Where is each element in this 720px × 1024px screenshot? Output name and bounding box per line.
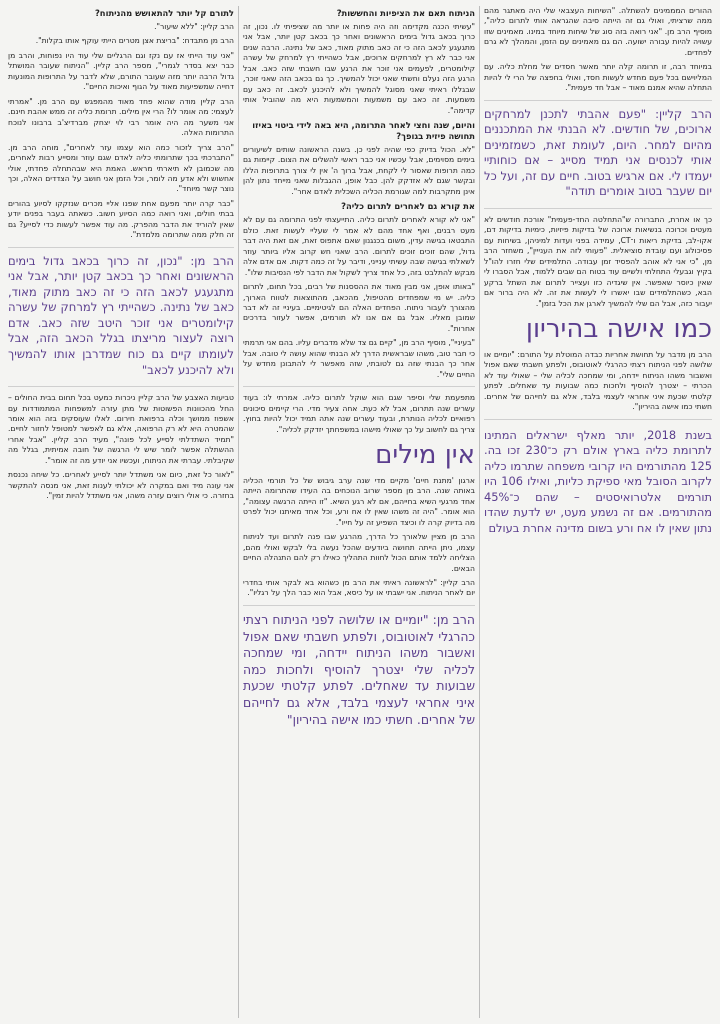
- divider: [8, 386, 234, 387]
- body-paragraph: "אני לא קורא לאחרים לתרום כליה. התייעצתי לפני התרומה גם עם לא מעט רבנים, ואף אחד מהם לא אמר לי שעליי לעשות זאת. כולם התבטאו בגישה עדין, משום בכנגנון שאם אתפוס זאת, אם זאת היה דבר גדול, שהם זוכים זוכים לתרום. הרב שאני חש קרוב אליו ביותר עוזר לשאלתי בגישה שבה עשיתי ענייני, ודיבר על זה כמה דקות. אם אדם אלה מבקש להתלבט בזה, כל אחד צריך לשקול את הדבר לפי הנסיבות שלו".: [243, 215, 475, 277]
- body-paragraph: הרב מן מציין שלאורך כל הדרך, מהרגע שבו פנה לתרום ועד לניתוח עצמו, ניתן הייתה תחושה ביודעים שהכל נעשה בלי לבקש ואולי מהם, הצליחה ללמד אותם הכול לחוות התהליך כאילו רק להם התנהלה החיים הבאים.: [243, 532, 475, 573]
- left-column: [8, 6, 234, 1018]
- body-paragraph: ההורים המממינים להשתלה. "השיחות העצבאי שלי היה מאתגר מהם ממה שרציתי, ואולי גם זה הייתה סיבה שהגראה אותי לתרום כליה", מוסיף הרב מן. "אני רואה בזה סוג של שיחות מיוחד במינו. מאמינים שזו עשויה להיות עבורה ישועה. הם גם מאמינים עם הזמן, והמהלך לא גרם לפחדים.: [484, 6, 712, 57]
- right-column: [484, 6, 712, 1018]
- body-paragraph: "עשיתי הכנה מקדימה וזה היה פחות או יותר מה שציפיתי לו. נכון, זה כרוך בכאב גדול בימים הראשונים ואחר כך בכאב קטן יותר, אבל אני מתגעגע לכאב הזה כי זה כאב מתוק מאוד, כאב של נתינה. הרבה שנים אני כבר לא רץ למרחקים ארוכים, אבל כשהייתי רץ למרחק של עשרה קילומטרים, לפעמים אני זוכר את הרגע שבו חשבתי שזה כאב. אבל הרגע הזה נעלם וחשתי שאני יכול להמשיך. כך גם בכאב הזה שאני זוכר, שבגללו ראיתי שאני מסוגל להמשיך ולא להיכנע לכאב. זה כאב עם משמעות. זה כאב עם משמעות והמשמעות היא מה שהוביל אותי קדימה".: [243, 21, 475, 115]
- body-paragraph: "אני עוד הייתי אז עם נקז וגם הרגליים שלי עוד היו נפוחות, והרב מן כבר יצא בסדר לגמרי", מספר הרב קליין. "הניתוח שעובר המושתל גדול הרבה יותר מזה שעובר התורם, שלא לדבר על התרופות המונעות דחייה שמשפיעות מאוד על הגוף ואיכות החיים".: [8, 50, 234, 92]
- body-paragraph: הרב קליין מודה שהוא פחד מאוד מהמפגש עם הרב מן. "אמרתי לעצמי: מה אומר לו? הרי אין מילים. תרומת כליה זה ממש אהבת חינם. אני משער מה היה אומר רבי לוי יצחק מברדיצ'ב ברבונו לנוכח התרומות האלה.: [8, 96, 234, 138]
- divider: [484, 208, 712, 209]
- question-heading: הניתוח תאם את הציפיות והחששות?: [336, 8, 475, 18]
- body-paragraph: ארגון 'מתנת חיים' מקיים מדי שנה ערב גיבוש של כל תורמי הכליה באותה שנה. הרב מן מספר שרוב הנוכחים בה העידו שהתרומה הייתה אחד מרגעי השיא בחייהם, אם לא רגע השיא. "זו הייתה הרגשה עצומה", הוא אומר. "היה זה משהו שאין לו אח ורע, וכל אחד מאיתנו יכול לפרט מה בדיוק קרה לו וכיצד השפיע זה על חייו".: [243, 475, 475, 527]
- divider: [243, 386, 475, 387]
- body-paragraph: הרב קליין: "ללא שיעור".: [154, 21, 234, 31]
- body-paragraph: הרב קליין: "לראשונה ראיתי את הרב מן כשהוא בא לבקר אותי בחדרי יום לאחר הניתוח. אני ישבתי או על כיסא, אבל הוא כבר הלך על רגליו".: [243, 577, 475, 598]
- divider: [484, 100, 712, 101]
- body-paragraph: "כבר קרה יותר מפעם אחת שפנו אליי מכרים שנזקקו לסיוע בהורים בבתי חולים, ואני רואה כמה הסיוע חשוב. כשאתה בעבר בפנים יודע שאין להוריד את הדבר מהפרק. מה עוד אפשר לעשות כדי לסייע? גם זה חלק ממה שתרומה מלמדת".: [8, 198, 234, 240]
- body-paragraph: "לאור כל זאת, כיום אני משתדל יותר לסייע לאחרים. כל שיחה נכנסת אני עונה מיד ואם במקרה לא יכולתי לענות זאת, אני מנסה להתקשר בחזרה. כי אולי רוצים עזרה משהו, אני משתדל להיות זמין".: [8, 470, 234, 501]
- body-paragraph: מתפעמת שלי וסיפר שגם הוא שוקל לתרום כליה. אמרתי לו: בעוד עשרים שנה תתרום, אבל לא כעת. אחה צעיר מדי. הרי קיימים סיכונים רפואיים לכליה הנותרת, ובעוד עשרים שנה אתה תמיד יכול להיות בחוץ. צריך גם לחשוב על כך שאולי מישהו במשפחתך יזדקק לכליה".: [243, 393, 475, 434]
- body-paragraph: כך או אחרת, התברורה ש"התחלטה החד-פעמית" אורכת חודשים לא מעטים וכרוכה בנשיאות ארוכה של בדיקות פיזיות, כימיות בדיקות דם, אקו-לב, בדיקת ריאות ו־CT, עמידה בפני ועדות למיניהן, בשיחות עם פסיכולוג ועם עובדת סוציאלית. "פעותי לזה את הענייין", משחזר הרב מן, "כי אני לא אוהב להפסיד זמן עבודה. התלמידים שלי חזרו להו"ל בקיץ וגבעלי התחלתי ולשיים עוד בטוח הם שבים ללמוד, אבל הסברו לי שאין כיוסר שאפשר. אין שיגדיה כזו ועצייר לתרום את השתל ברקע הבא, כשהתלמידים שבו יאשרו לי לעשות את זה. לא היה ברור אם יעבור כזה, אבל הם שלי להמשיך לארגן את הכל בזמן".: [484, 214, 712, 308]
- pull-quote: הרב מן: "יומיים או שלושה לפני הניתוח רצתי כהרגלי לאוטובוס, ולפתע חשבתי שאם אפול ואשבור משהו הניתוח יידחה, ומי שמחכה לכליה שלי יצטרך להוסיף ולחכות כמה שבועות עד שאחלים. לפתע קלטתי שכעת איני אחראי לעצמי בלבד, אלא גם לחייהם של אחרים. חשתי כמו אישה בהיריון": [243, 611, 475, 727]
- body-paragraph: במיוחד רבה, זו תרומה קלה יותר מאשר חסדים של מחלת כליה. עם המליוישם בכל פעם מחדש לעשות חסד, ואולי בחפצה של הרי לי להיות התחלה שהיא אמנם מאוד – אבל חד פעמית".: [484, 62, 712, 93]
- middle-column: [243, 6, 475, 1018]
- question-heading: את קורא גם לאחרים לתרום כליה?: [341, 201, 475, 212]
- body-paragraph: טביעות האצבע של הרב קליין ניכרות כמעט בכל תחום בבית החולים – החל מהכוונות הפשוטות של מתן עזרה למשפחות המתמודדות עם אשפוז ממושך וכלה ברפואת חירום. לאלו שעוסקים בזה הוא אומר שהמטרה היא לא רק הרפואה, אלא גם לאפשר למטופל לחזור לחיים. "תמיד השתדלתי לסייע לכל פונה", מעיד הרב קליין. "אבל אחרי ההשתלה אפשר לומר שיש לי הרגשה של חובה אמיתית, בגלל מה שקיבלתי. עברתי את הניתוח, ועכשיו אני יודע מה זה אומר".: [8, 393, 234, 465]
- column-divider: [479, 6, 480, 1018]
- pull-quote: הרב קליין: "פעם אהבתי לתכנן למרחקים ארוכים, של חודשים. לא הבנתי את המתכננים מהיום למחר. היום, לעומת זאת, כשמזמינים אותי לכנסים אני תמיד מסייג – אם כוחותיי יעמדו לי. אם ארגיש בטוב. חיים עם זה, ועל כל יום שעבר בטוב אומרים תודה": [484, 106, 712, 199]
- body-paragraph: "הרב צריך לזכור כמה הוא עצמו עזר לאחרים", מוחה הרב מן. "התברכתי בכך שתרומתי כליה לאדם שגם עוזר ומסייע רבות לאחרים, מה שכמובן לא תיארתי מראש. האמת היא שבהתחלה פחדתי, אולי אחשוש ולא אדע מה לומר, וכל הזמן אני חושב על הצדדים האלה, וכך נוצר קשר מיוחד".: [8, 142, 234, 194]
- body-paragraph: הרב מן מדבר על תחושת אחריות כבדה המוטלת על התורם: "יומיים או שלושה לפני הניתוח רצתי כהרגלי לאוטובוס, ולפתע חשבתי שאם אפול ואשבור משהו הניתוח יידחה, ומי שמחכה לכליה שלי – שאולי עוד לא הכרתי – יצטרך להוסיף ולחכות כמה שבועות עד שאחלים. לפתע קלטתי שכעת איני אחראי לעצמי בלבד, אלא גם לחייהם של אחרים. חשתי כמו אישה בהיריון".: [484, 349, 712, 412]
- section-headline: כמו אישה בהיריון: [525, 314, 712, 345]
- divider: [243, 605, 475, 606]
- section-headline: אין מילים: [375, 440, 475, 471]
- question-heading: והיום, שנה וחצי לאחר התרומה, היא באה לידי ביטוי באיזו תחושה פיזית בגופך?: [252, 120, 475, 142]
- body-paragraph: "בעיניי", מוסיף הרב מן, "קיים גם צד שלא מדברים עליו. בהם אני תרמתי כי חבר טוב, משהו שבראשית הדרך לא הבנתי שהוא עושה לי טובה. אבל אחר כך הבנתי שזה גם לטובתי, שזה מאפשר לי להתבונן מחדש על החיים שלי".: [243, 338, 475, 379]
- divider: [8, 247, 234, 248]
- question-heading: לתורם קל יותר להתאושש מהניתוח?: [94, 8, 234, 18]
- body-paragraph: "לא. הכול בדיוק כפי שהיה לפני כן. בשנה הראשונה שותים לשיעורים בימים מסוימים, אבל עכשיו אני כבר ראשי להשלים את הצום. קיימות גם כמה תרופות שאסור לי לקחת, אבל ברוך ה' אין לי צורך בתרופות הללו ובקשר שגם לא אזדקק להן. כבל אופן, ההגבלות שאני מייחד נתון להן אינן מתקרבות למה שגורמת הכליה השכלית לאדם אחר".: [243, 144, 475, 196]
- body-paragraph: "באותו אופן, אני מבין מאוד את ההססנות של רבים, בכל תחום, לתרום כליה. יש מי שמפחדים מהטיפול, מהכאב, מהתוצאות לטווח הארוך, מהצורך לעבור ניתוח. הפחדים האלה הם לגיטימיים. בעיניי זה לא דבר שמובן מאליו. אבל גם אם אנו לא תורמים, אפשר לעזור בדרכים אחרות".: [243, 282, 475, 333]
- body-paragraph: הרב מן מתבדח: "בריצת אצן מטרים הייתי עוקף אותו בקלות".: [35, 36, 234, 46]
- pull-quote: הרב מן: "נכון, זה כרוך בכאב גדול בימים הראשונים ואחר כך בכאב קטן יותר, אבל אני מתגעגע לכאב הזה כי זה כאב מתוק מאוד, כאב של נתינה. כשהייתי רץ למרחק של עשרה קילומטרים אני זוכר היטב שזה כאב. אדם רוצה לעצור מריצתו בגלל הכאב הזה, אבל לעומתו קיים גם כוח שמדרבן אותו להמשיך ולא להיכנע לכאב": [8, 253, 234, 377]
- column-divider: [238, 6, 239, 1018]
- stat-box: בשנת 2018, יותר מאלף ישראלים המתינו לתרומת כליה בארץ אולם רק כ־230 זכו בה. 125 מהתורמים היו קרובי משפחה שתרמו כליה לקרוב הסובל מאי ספיקת כליות, ואילו 106 היו תורמים אלטרואיסטים – שהם כ־45% מהתורמים. אם זה נשמע מעט, יש לדעת שהדו נתון שאין לו אח ורע בשום מדינה אחרת בעולם: [484, 427, 712, 535]
- divider: [484, 419, 712, 420]
